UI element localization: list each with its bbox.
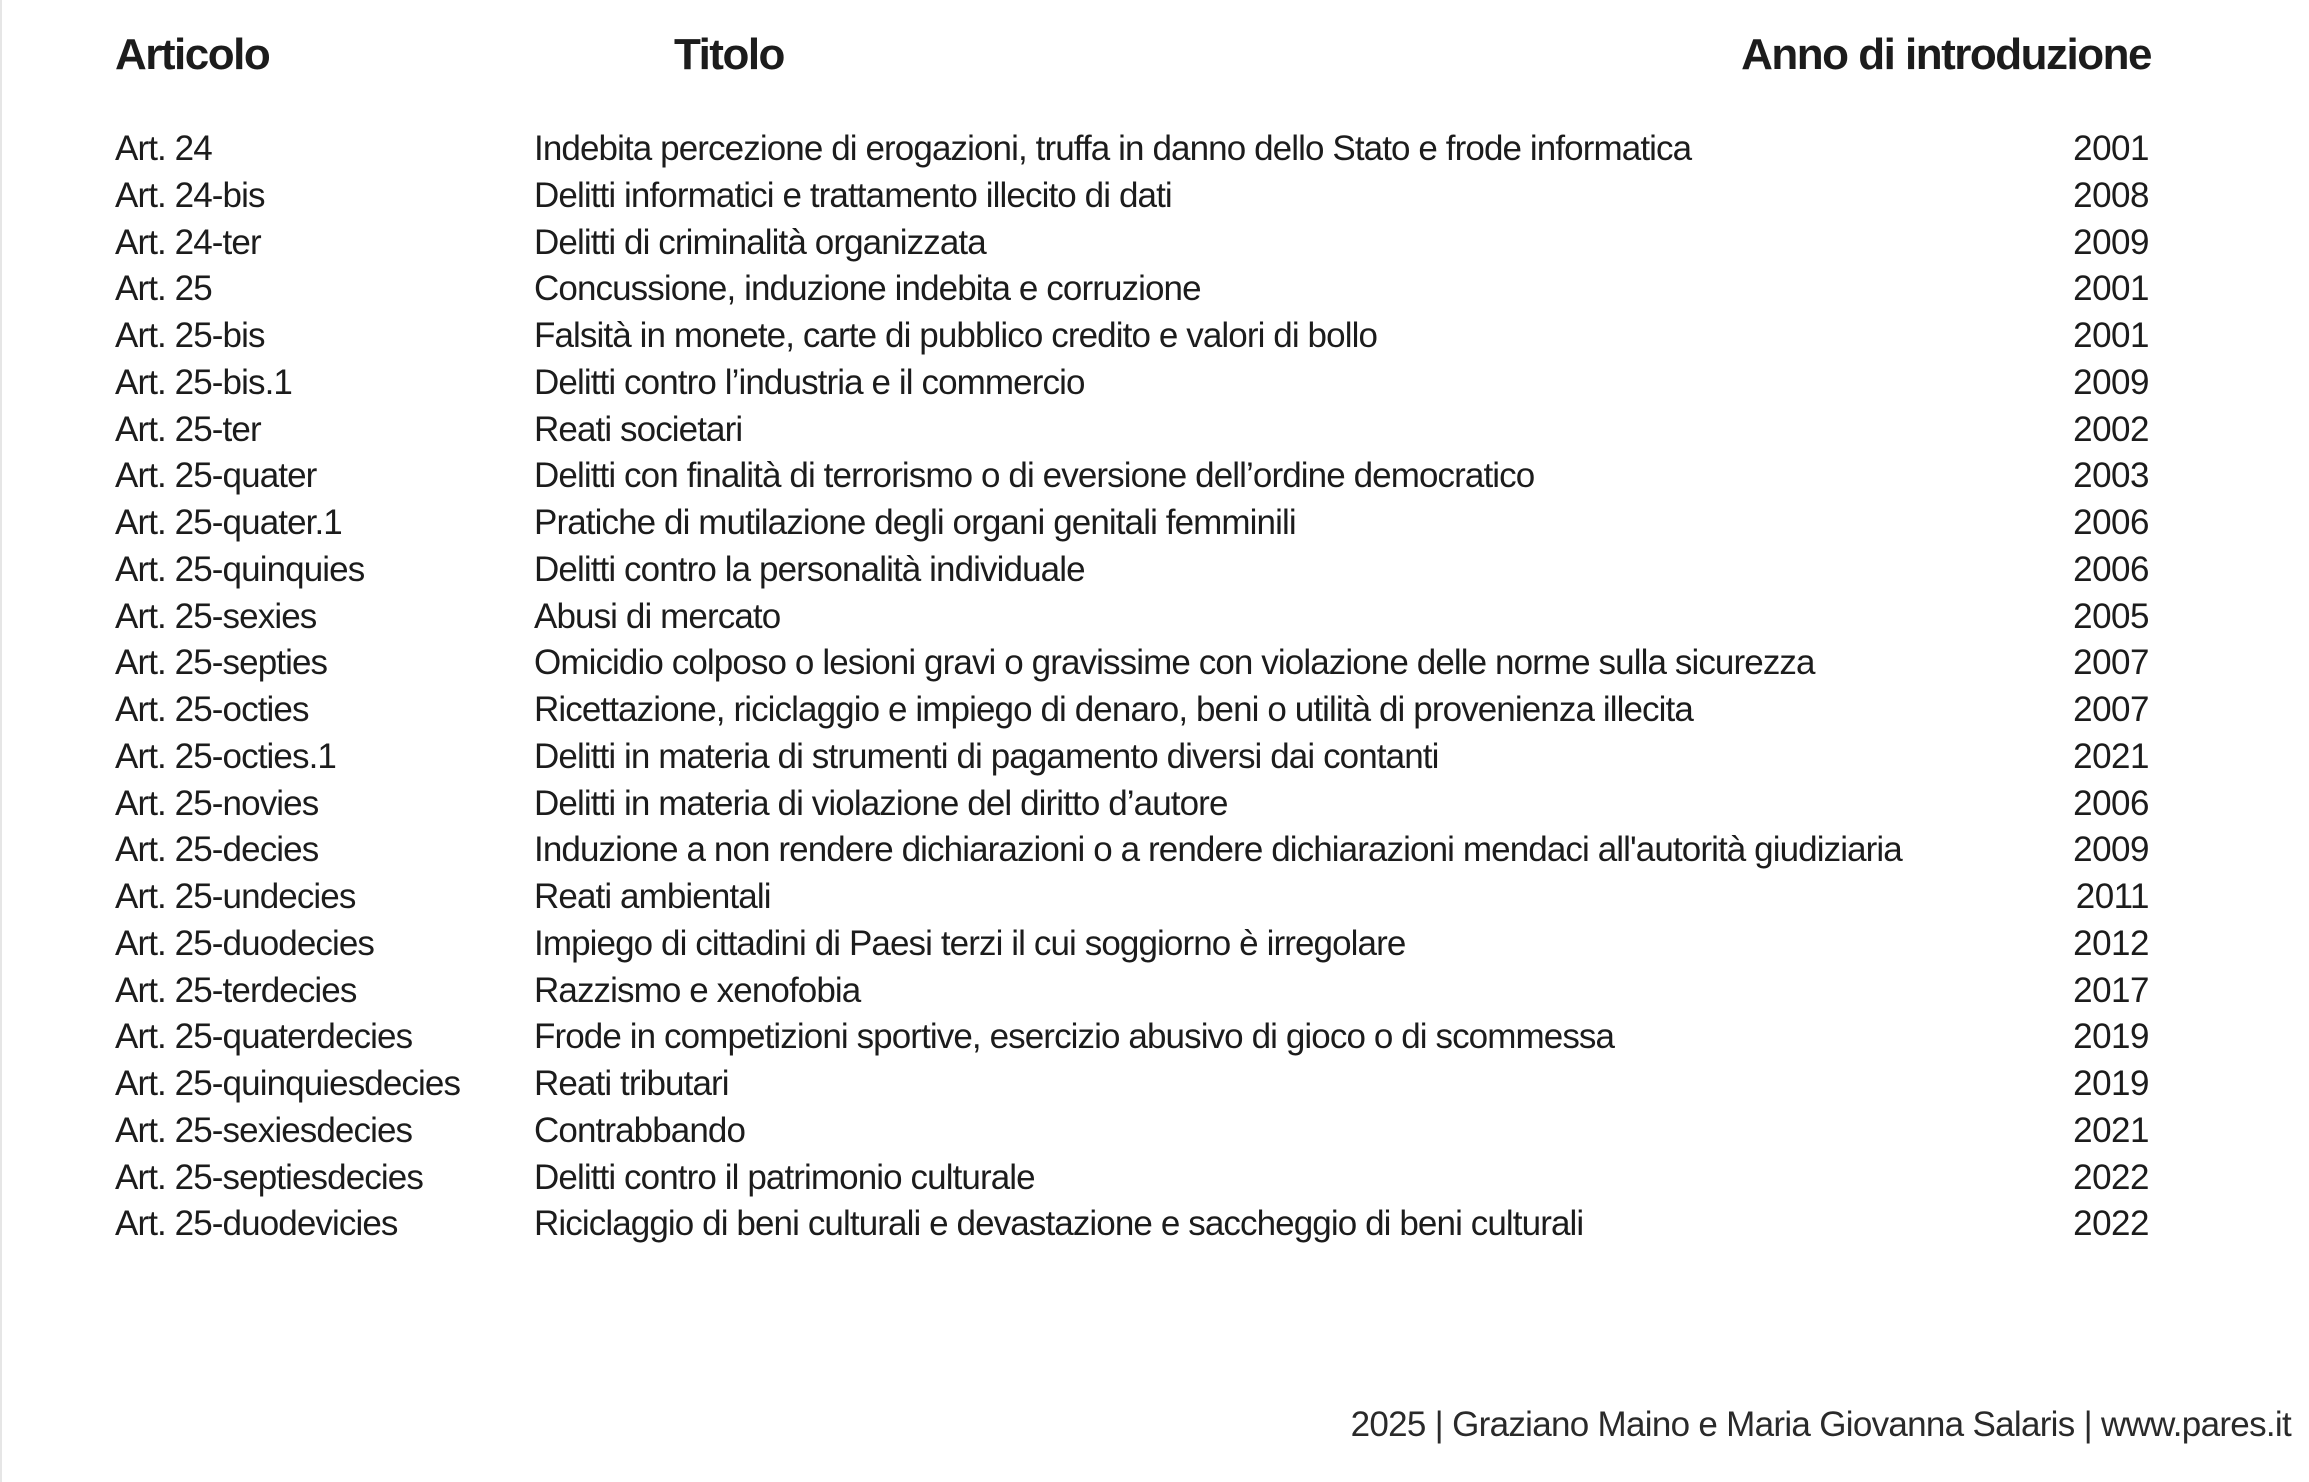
table-row xyxy=(2,921,2309,968)
cell-titolo: Contrabbando xyxy=(534,1110,746,1150)
cell-anno: 2001 xyxy=(2073,316,2149,355)
table-row xyxy=(2,968,2309,1015)
cell-articolo: Art. 25-octies xyxy=(115,690,309,729)
table-row xyxy=(2,500,2309,547)
cell-anno: 2003 xyxy=(2073,456,2149,496)
cell-titolo: Delitti in materia di violazione del diritto d’autore xyxy=(534,783,1228,823)
cell-titolo: Abusi di mercato xyxy=(534,596,781,636)
header-anno: Anno di introduzione xyxy=(1741,30,2151,79)
table-row xyxy=(2,827,2309,874)
cell-anno: 2009 xyxy=(2073,222,2149,262)
table-row xyxy=(2,734,2309,781)
table-row xyxy=(2,687,2309,734)
cell-anno: 2021 xyxy=(2073,736,2149,776)
cell-titolo: Delitti informatici e trattamento illecito di dati xyxy=(534,175,1172,215)
cell-titolo: Razzismo e xenofobia xyxy=(534,970,861,1010)
cell-anno: 2009 xyxy=(2073,830,2149,870)
cell-titolo: Ricettazione, riciclaggio e impiego di denaro, beni o utilità di provenienza illecita xyxy=(534,690,1693,729)
cell-anno: 2006 xyxy=(2073,549,2149,589)
cell-articolo: Art. 25-quater.1 xyxy=(115,503,342,542)
cell-titolo: Reati ambientali xyxy=(534,877,771,916)
cell-anno: 2012 xyxy=(2073,923,2149,963)
table-row xyxy=(2,453,2309,500)
cell-articolo: Art. 25-quaterdecies xyxy=(115,1017,413,1057)
cell-anno: 2006 xyxy=(2073,783,2149,823)
table-row xyxy=(2,266,2309,313)
cell-anno: 2007 xyxy=(2073,690,2149,729)
cell-articolo: Art. 25-ter xyxy=(115,409,261,449)
table-row xyxy=(2,173,2309,220)
cell-anno: 2008 xyxy=(2073,175,2149,215)
cell-titolo: Frode in competizioni sportive, esercizio abusivo di gioco o di scommessa xyxy=(534,1017,1615,1057)
cell-anno: 2006 xyxy=(2073,503,2149,542)
cell-articolo: Art. 25-octies.1 xyxy=(115,736,336,776)
cell-anno: 2001 xyxy=(2073,269,2149,309)
table-row xyxy=(2,360,2309,407)
footer-credits: 2025 | Graziano Maino e Maria Giovanna Salaris | www.pares.it xyxy=(1350,1405,2291,1444)
table-row xyxy=(2,126,2309,173)
cell-anno: 2019 xyxy=(2073,1017,2149,1057)
cell-articolo: Art. 25-septies xyxy=(115,643,328,683)
table-row xyxy=(2,640,2309,687)
cell-articolo: Art. 25-quinquies xyxy=(115,549,365,589)
cell-articolo: Art. 25-sexies xyxy=(115,596,317,636)
cell-articolo: Art. 25-bis xyxy=(115,316,265,355)
cell-titolo: Indebita percezione di erogazioni, truffa in danno dello Stato e frode informatica xyxy=(534,129,1692,168)
cell-articolo: Art. 25-duodevicies xyxy=(115,1204,398,1244)
cell-titolo: Reati societari xyxy=(534,409,743,449)
header-titolo: Titolo xyxy=(674,30,784,79)
table-row xyxy=(2,1061,2309,1108)
table-row xyxy=(2,1014,2309,1061)
cell-articolo: Art. 25-sexiesdecies xyxy=(115,1110,413,1150)
cell-articolo: Art. 25-bis.1 xyxy=(115,362,292,402)
cell-anno: 2017 xyxy=(2073,970,2149,1010)
cell-titolo: Riciclaggio di beni culturali e devastazione e saccheggio di beni culturali xyxy=(534,1204,1584,1244)
cell-anno: 2022 xyxy=(2073,1157,2149,1197)
table-row xyxy=(2,313,2309,360)
cell-anno: 2005 xyxy=(2073,596,2149,636)
table-row xyxy=(2,781,2309,828)
cell-anno: 2022 xyxy=(2073,1204,2149,1244)
table-row xyxy=(2,1201,2309,1248)
cell-titolo: Omicidio colposo o lesioni gravi o gravissime con violazione delle norme sulla sicurezza xyxy=(534,643,1815,683)
cell-titolo: Induzione a non rendere dichiarazioni o a rendere dichiarazioni mendaci all'autorità giudiziaria xyxy=(534,830,1902,870)
table-body xyxy=(2,126,2309,1248)
cell-anno: 2007 xyxy=(2073,643,2149,683)
table-row xyxy=(2,594,2309,641)
cell-articolo: Art. 25-quater xyxy=(115,456,317,496)
table-row xyxy=(2,220,2309,267)
cell-articolo: Art. 25-terdecies xyxy=(115,970,357,1010)
cell-articolo: Art. 25-decies xyxy=(115,830,319,870)
table-header xyxy=(2,22,2309,92)
cell-titolo: Delitti contro l’industria e il commercio xyxy=(534,362,1085,402)
table-row xyxy=(2,1108,2309,1155)
cell-titolo: Concussione, induzione indebita e corruzione xyxy=(534,269,1201,309)
cell-articolo: Art. 25-novies xyxy=(115,783,319,823)
cell-titolo: Falsità in monete, carte di pubblico credito e valori di bollo xyxy=(534,316,1378,355)
cell-articolo: Art. 24-bis xyxy=(115,175,265,215)
header-articolo: Articolo xyxy=(115,30,270,79)
cell-anno: 2002 xyxy=(2073,409,2149,449)
table-row xyxy=(2,1155,2309,1202)
cell-anno: 2021 xyxy=(2073,1110,2149,1150)
cell-anno: 2001 xyxy=(2073,129,2149,168)
cell-articolo: Art. 24-ter xyxy=(115,222,261,262)
cell-titolo: Delitti con finalità di terrorismo o di eversione dell’ordine democratico xyxy=(534,456,1535,496)
cell-anno: 2019 xyxy=(2073,1064,2149,1103)
table-row xyxy=(2,874,2309,921)
cell-anno: 2009 xyxy=(2073,362,2149,402)
table-row xyxy=(2,547,2309,594)
cell-titolo: Delitti di criminalità organizzata xyxy=(534,222,986,262)
cell-titolo: Reati tributari xyxy=(534,1064,729,1103)
cell-articolo: Art. 25-undecies xyxy=(115,877,356,916)
table-row xyxy=(2,407,2309,454)
cell-anno: 2011 xyxy=(2075,877,2149,916)
cell-titolo: Delitti contro il patrimonio culturale xyxy=(534,1157,1035,1197)
cell-titolo: Impiego di cittadini di Paesi terzi il cui soggiorno è irregolare xyxy=(534,923,1406,963)
cell-articolo: Art. 24 xyxy=(115,129,212,168)
cell-titolo: Pratiche di mutilazione degli organi genitali femminili xyxy=(534,503,1296,542)
cell-articolo: Art. 25-septiesdecies xyxy=(115,1157,423,1197)
cell-articolo: Art. 25-duodecies xyxy=(115,923,375,963)
cell-articolo: Art. 25 xyxy=(115,269,212,309)
cell-titolo: Delitti in materia di strumenti di pagamento diversi dai contanti xyxy=(534,736,1439,776)
cell-titolo: Delitti contro la personalità individuale xyxy=(534,549,1085,589)
cell-articolo: Art. 25-quinquiesdecies xyxy=(115,1064,461,1103)
